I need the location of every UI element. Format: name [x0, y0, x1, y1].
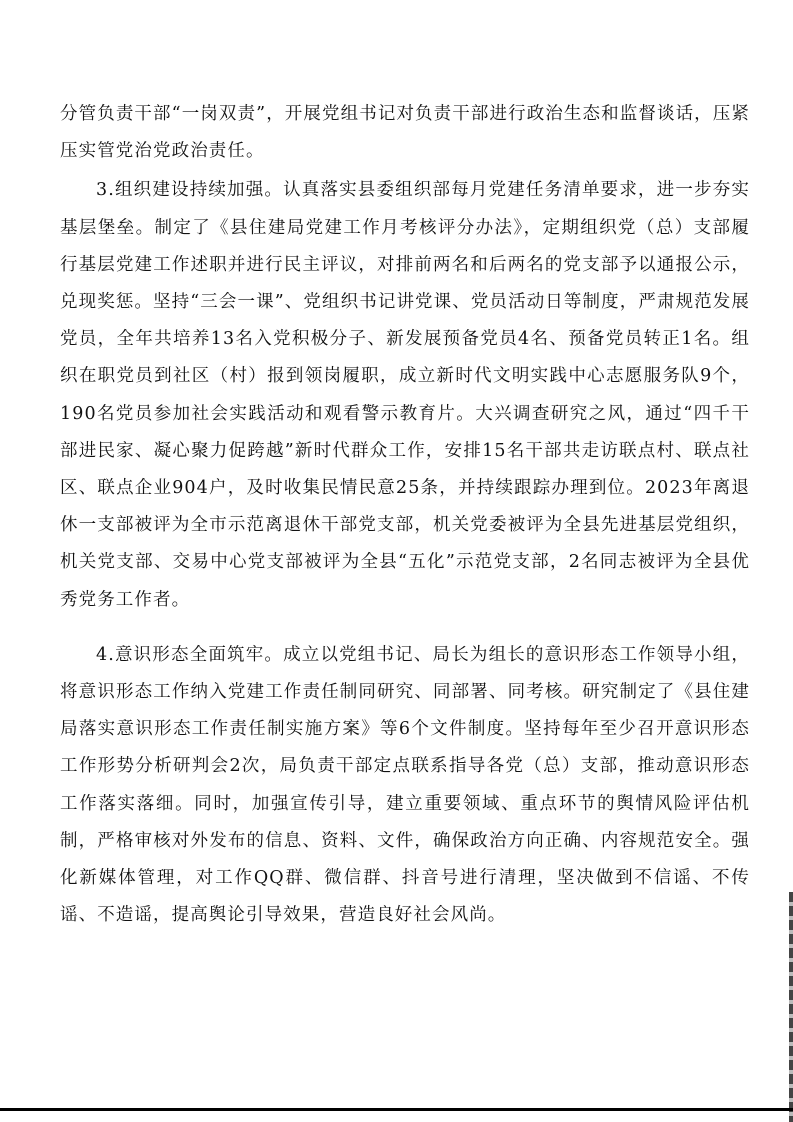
page-bottom-rule	[0, 1108, 793, 1111]
paragraph-continued: 分管负责干部“一岗双责”，开展党组书记对负责干部进行政治生态和监督谈话，压紧压实管党治党政治责任。	[60, 104, 750, 162]
document-body	[60, 96, 750, 934]
paragraph-spacer	[60, 619, 750, 637]
paragraph-ideology: 4.意识形态全面筑牢。成立以党组书记、局长为组长的意识形态工作领导小组，将意识形态工作纳入党建工作责任制同研究、同部署、同考核。研究制定了《县住建局落实意识形态工作责任制实施方案》等6个文件制度。坚持每年至少召开意识形态工作形势分析研判会2次，局负责干部定点联系指导各党（总）支部，推动意识形态工作落实落细。同时，加强宣传引导，建立重要领域、重点环节的舆情风险评估机制，严格审核对外发布的信息、资料、文件，确保政治方向正确、内容规范安全。强化新媒体管理，对工作QQ群、微信群、抖音号进行清理，坚决做到不信谣、不传谣、不造谣，提高舆论引导效果，营造良好社会风尚。	[60, 644, 750, 926]
paragraph-organization-building: 3.组织建设持续加强。认真落实县委组织部每月党建任务清单要求，进一步夯实基层堡垒。制定了《县住建局党建工作月考核评分办法》，定期组织党（总）支部履行基层党建工作述职并进行民主评议，对排前两名和后两名的党支部予以通报公示，兑现奖惩。坚持“三会一课”、党组织书记讲党课、党员活动日等制度，严肃规范发展党员，全年共培养13名入党积极分子、新发展预备党员4名、预备党员转正1名。组织在职党员到社区（村）报到领岗履职，成立新时代文明实践中心志愿服务队9个，190名党员参加社会实践活动和观看警示教育片。大兴调查研究之风，通过“四千干部进民家、凝心聚力促跨越”新时代群众工作，安排15名干部共走访联点村、联点社区、联点企业904户，及时收集民情民意25条，并持续跟踪办理到位。2023年离退休一支部被评为全市示范离退休干部党支部，机关党委被评为全县先进基层党组织，机关党支部、交易中心党支部被评为全县“五化”示范党支部，2名同志被评为全县优秀党务工作者。	[60, 180, 750, 610]
scan-edge-mark	[789, 892, 793, 1122]
